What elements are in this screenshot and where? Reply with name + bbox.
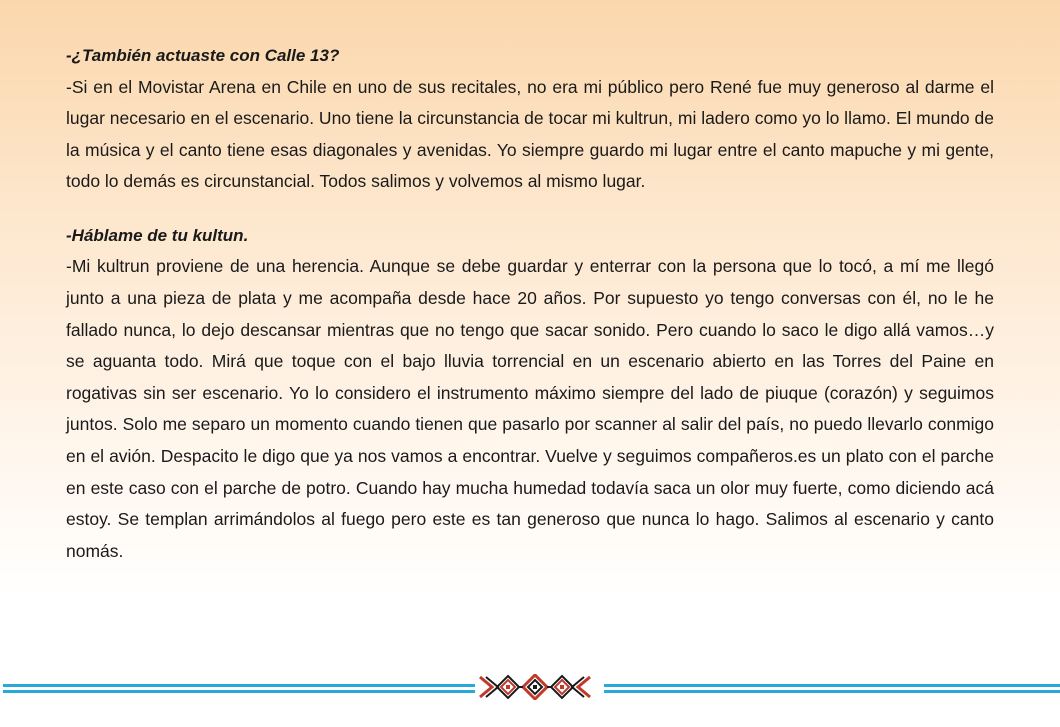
interview-answer: -Si en el Movistar Arena en Chile en uno de sus recitales, no era mi público pero René fue muy generoso al darme el lugar necesario en el escenario. Uno tiene la circunstancia de tocar mi kultrun, mi ladero como yo lo llamo. El mundo de la música y el canto tiene esas diagonales y avenidas. Yo siempre guardo mi lugar entre el canto mapuche y mi gente, todo lo demás es circunstancial. Todos salimos y volvemos al mismo lugar. (66, 76, 994, 192)
interview-question: -¿También actuaste con Calle 13? (66, 46, 340, 65)
footer-rule-left (3, 684, 475, 693)
qa-section-calle-13 (66, 40, 994, 198)
footer-rule-right (604, 684, 1060, 693)
page-footer (0, 672, 1060, 702)
qa-section-kultrun (66, 220, 994, 567)
interview-answer: -Mi kultrun proviene de una herencia. Aunque se debe guardar y enterrar con la persona que lo tocó, a mí me llegó junto a una pieza de plata y me acompaña desde hace 20 años. Por supuesto yo tengo conversas con él, no le he fallado nunca, lo dejo descansar mientras que no tengo que sacar sonido. Pero cuando lo saco le digo allá vamos…y se aguanta todo. Mirá que toque con el bajo lluvia torrencial en un escenario abierto en las Torres del Paine en rogativas sin ser escenario. Yo lo considero el instrumento máximo siempre del lado de piuque (corazón) y seguimos juntos. Solo me separo un momento cuando tienen que pasarlo por scanner al salir del país, no puedo llevarlo conmigo en el avión. Despacito le digo que ya nos vamos a encontrar. Vuelve y seguimos compañeros.es un plato con el parche en este caso con el parche de potro. Cuando hay mucha humedad todavía saca un olor muy fuerte, como diciendo acá estoy. Se templan arrimándolos al fuego pero este es tan generoso que nunca lo hago. Salimos al escenario y canto nomás. (66, 256, 994, 561)
interview-question: -Háblame de tu kultun. (66, 225, 249, 245)
article-body (66, 40, 994, 589)
mapuche-geometric-ornament-icon (478, 674, 592, 700)
